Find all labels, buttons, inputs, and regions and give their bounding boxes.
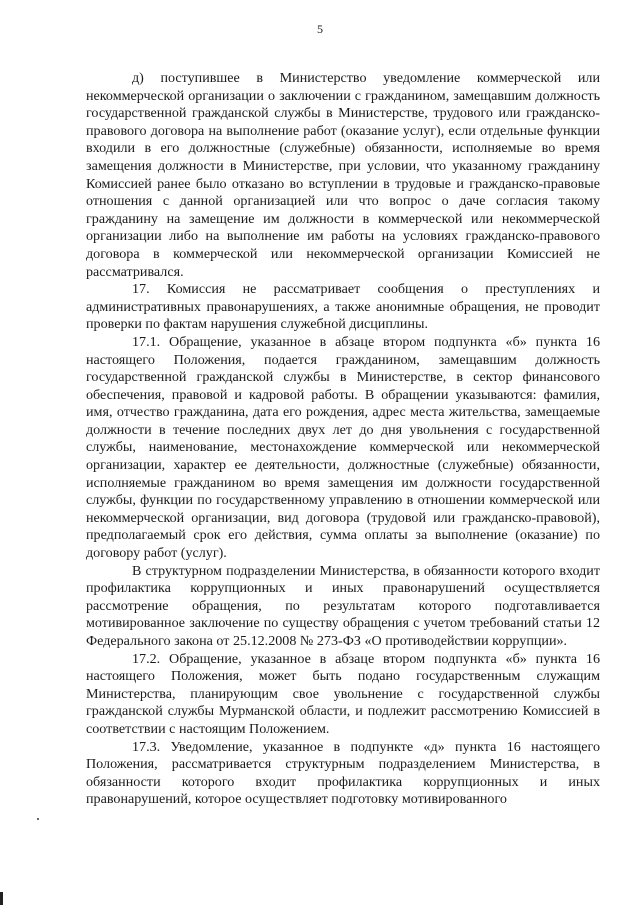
page-number: 5 (317, 22, 323, 36)
paragraph-structural-unit: В структурном подразделении Министерства, в обязанности которого входит профилактика коррупционных и иных правонарушений осуществляется рассмотрение обращения, по результатам которого подготавливается мотивированное заключение по существу обращения с учетом требований статьи 12 Федерального закона от 25.12.2008 № 273-ФЗ «О противодействии коррупции». (86, 562, 600, 649)
scan-speck-mark (37, 818, 39, 820)
paragraph-item-d: д) поступившее в Министерство уведомление коммерческой или некоммерческой организации о заключении с гражданином, замещавшим должность государственной гражданской службы в Министерстве, трудового или гражданско-правового договора на выполнение работ (оказание услуг), если отдельные функции входили в его должностные (служебные) обязанности, исполняемые во время замещения должности в Министерстве, при условии, что указанному гражданину Комиссией ранее было отказано во вступлении в трудовые и гражданско-правовые отношения с данной организацией или что вопрос о даче согласия такому гражданину на замещение им должности в коммерческой или некоммерческой организации либо на выполнение им работы на условиях гражданско-правового договора в коммерческой или некоммерческой организации Комиссией не рассматривался. (86, 70, 600, 280)
scan-edge-mark (0, 892, 3, 905)
paragraph-17-3: 17.3. Уведомление, указанное в подпункте «д» пункта 16 настоящего Положения, рассматривается структурным подразделением Министерства, в обязанности которого входит профилактика коррупционных и иных правонарушений, которое осуществляет подготовку мотивированного (86, 738, 600, 808)
paragraph-17-2: 17.2. Обращение, указанное в абзаце втором подпункта «б» пункта 16 настоящего Положения, может быть подано государственным служащим Министерства, планирующим свое увольнение с государственной службы гражданской службы Мурманской области, и подлежит рассмотрению Комиссией в соответствии с настоящим Положением. (86, 650, 600, 737)
paragraph-17: 17. Комиссия не рассматривает сообщения о преступлениях и административных правонарушениях, а также анонимные обращения, не проводит проверки по фактам нарушения служебной дисциплины. (86, 281, 600, 333)
paragraph-17-1: 17.1. Обращение, указанное в абзаце втором подпункта «б» пункта 16 настоящего Положения, подается гражданином, замещавшим должность государственной гражданской службы в Министерстве, в сектор финансового обеспечения, правовой и кадровой работы. В обращении указываются: фамилия, имя, отчество гражданина, дата его рождения, адрес места жительства, замещаемые должности в течение последних двух лет до дня увольнения с государственной службы, наименование, местонахождение коммерческой или некоммерческой организации, характер ее деятельности, должностные (служебные) обязанности, исполняемые гражданином во время замещения им должности государственной службы, функции по государственному управлению в отношении коммерческой или некоммерческой организации, вид договора (трудовой или гражданско-правовой), предполагаемый срок его действия, сумма оплаты за выполнение (оказание) по договору работ (услуг). (86, 333, 600, 562)
document-body (86, 70, 600, 809)
